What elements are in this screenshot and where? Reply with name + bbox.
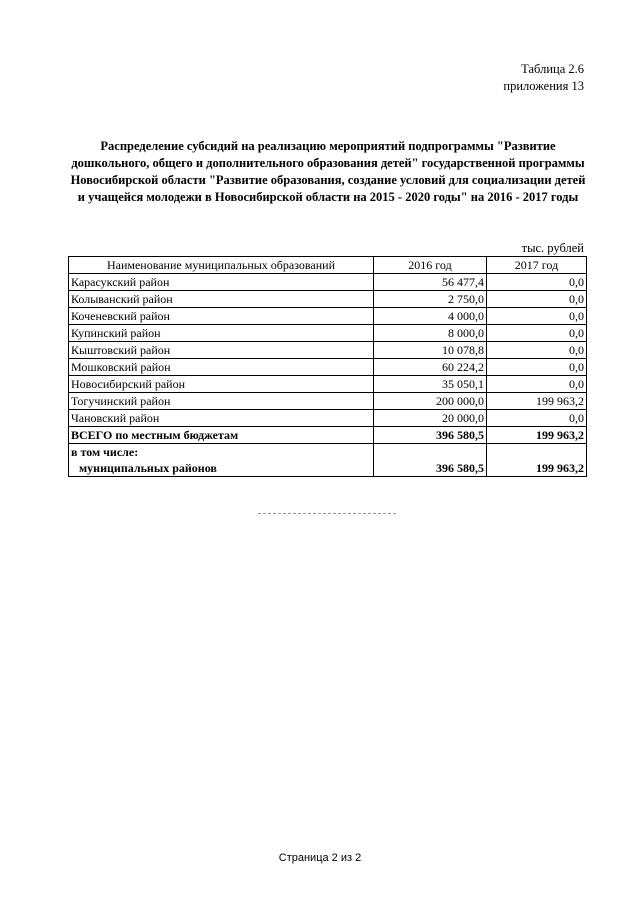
- value-2016-cell: 2 750,0: [374, 291, 487, 308]
- subsidy-table: [68, 256, 587, 477]
- table-row: [69, 410, 587, 427]
- value-2016-cell: 200 000,0: [374, 393, 487, 410]
- empty-cell: [487, 444, 587, 461]
- total-label: ВСЕГО по местным бюджетам: [69, 427, 374, 444]
- municipal-districts-label: муниципальных районов: [69, 460, 374, 477]
- table-label: Таблица 2.6: [521, 62, 584, 76]
- column-header-2017: 2017 год: [487, 257, 587, 274]
- municipality-cell: Чановский район: [69, 410, 374, 427]
- municipal-2017: 199 963,2: [487, 460, 587, 477]
- value-2017-cell: 0,0: [487, 308, 587, 325]
- municipality-cell: Коченевский район: [69, 308, 374, 325]
- municipality-cell: Колыванский район: [69, 291, 374, 308]
- municipality-cell: Новосибирский район: [69, 376, 374, 393]
- table-header-row: [69, 257, 587, 274]
- including-row: [69, 444, 587, 461]
- table-row: [69, 342, 587, 359]
- table-row: [69, 359, 587, 376]
- including-label: в том числе:: [69, 444, 374, 461]
- municipal-2016: 396 580,5: [374, 460, 487, 477]
- table-row: [69, 376, 587, 393]
- separator-line: [258, 513, 396, 514]
- column-header-2016: 2016 год: [374, 257, 487, 274]
- municipality-cell: Купинский район: [69, 325, 374, 342]
- value-2016-cell: 20 000,0: [374, 410, 487, 427]
- table-row: [69, 308, 587, 325]
- units-label: тыс. рублей: [521, 241, 584, 255]
- value-2017-cell: 199 963,2: [487, 393, 587, 410]
- value-2016-cell: 4 000,0: [374, 308, 487, 325]
- table-row: [69, 393, 587, 410]
- document-title: Распределение субсидий на реализацию мероприятий подпрограммы "Развитие дошкольного, общего и дополнительного образования детей" государственной программы Новосибирской области "Развитие образования, создание условий для социализации детей и учащейся молодежи в Новосибирской области на 2015 - 2020 годы" на 2016 - 2017 годы: [70, 139, 586, 204]
- value-2017-cell: 0,0: [487, 376, 587, 393]
- table-row: [69, 274, 587, 291]
- value-2016-cell: 60 224,2: [374, 359, 487, 376]
- value-2017-cell: 0,0: [487, 359, 587, 376]
- appendix-label: приложения 13: [503, 79, 584, 93]
- table-row: [69, 325, 587, 342]
- value-2017-cell: 0,0: [487, 291, 587, 308]
- municipality-cell: Тогучинский район: [69, 393, 374, 410]
- municipality-cell: Карасукский район: [69, 274, 374, 291]
- column-header-municipality: Наименование муниципальных образований: [69, 257, 374, 274]
- total-row: [69, 427, 587, 444]
- total-2017: 199 963,2: [487, 427, 587, 444]
- total-2016: 396 580,5: [374, 427, 487, 444]
- empty-cell: [374, 444, 487, 461]
- municipal-districts-row: [69, 460, 587, 477]
- table-reference: [503, 61, 584, 95]
- municipality-cell: Мошковский район: [69, 359, 374, 376]
- value-2016-cell: 10 078,8: [374, 342, 487, 359]
- value-2017-cell: 0,0: [487, 325, 587, 342]
- value-2016-cell: 56 477,4: [374, 274, 487, 291]
- value-2016-cell: 35 050,1: [374, 376, 487, 393]
- page-number: Страница 2 из 2: [278, 852, 362, 864]
- value-2017-cell: 0,0: [487, 342, 587, 359]
- table-row: [69, 291, 587, 308]
- value-2017-cell: 0,0: [487, 274, 587, 291]
- value-2017-cell: 0,0: [487, 410, 587, 427]
- value-2016-cell: 8 000,0: [374, 325, 487, 342]
- municipality-cell: Кыштовский район: [69, 342, 374, 359]
